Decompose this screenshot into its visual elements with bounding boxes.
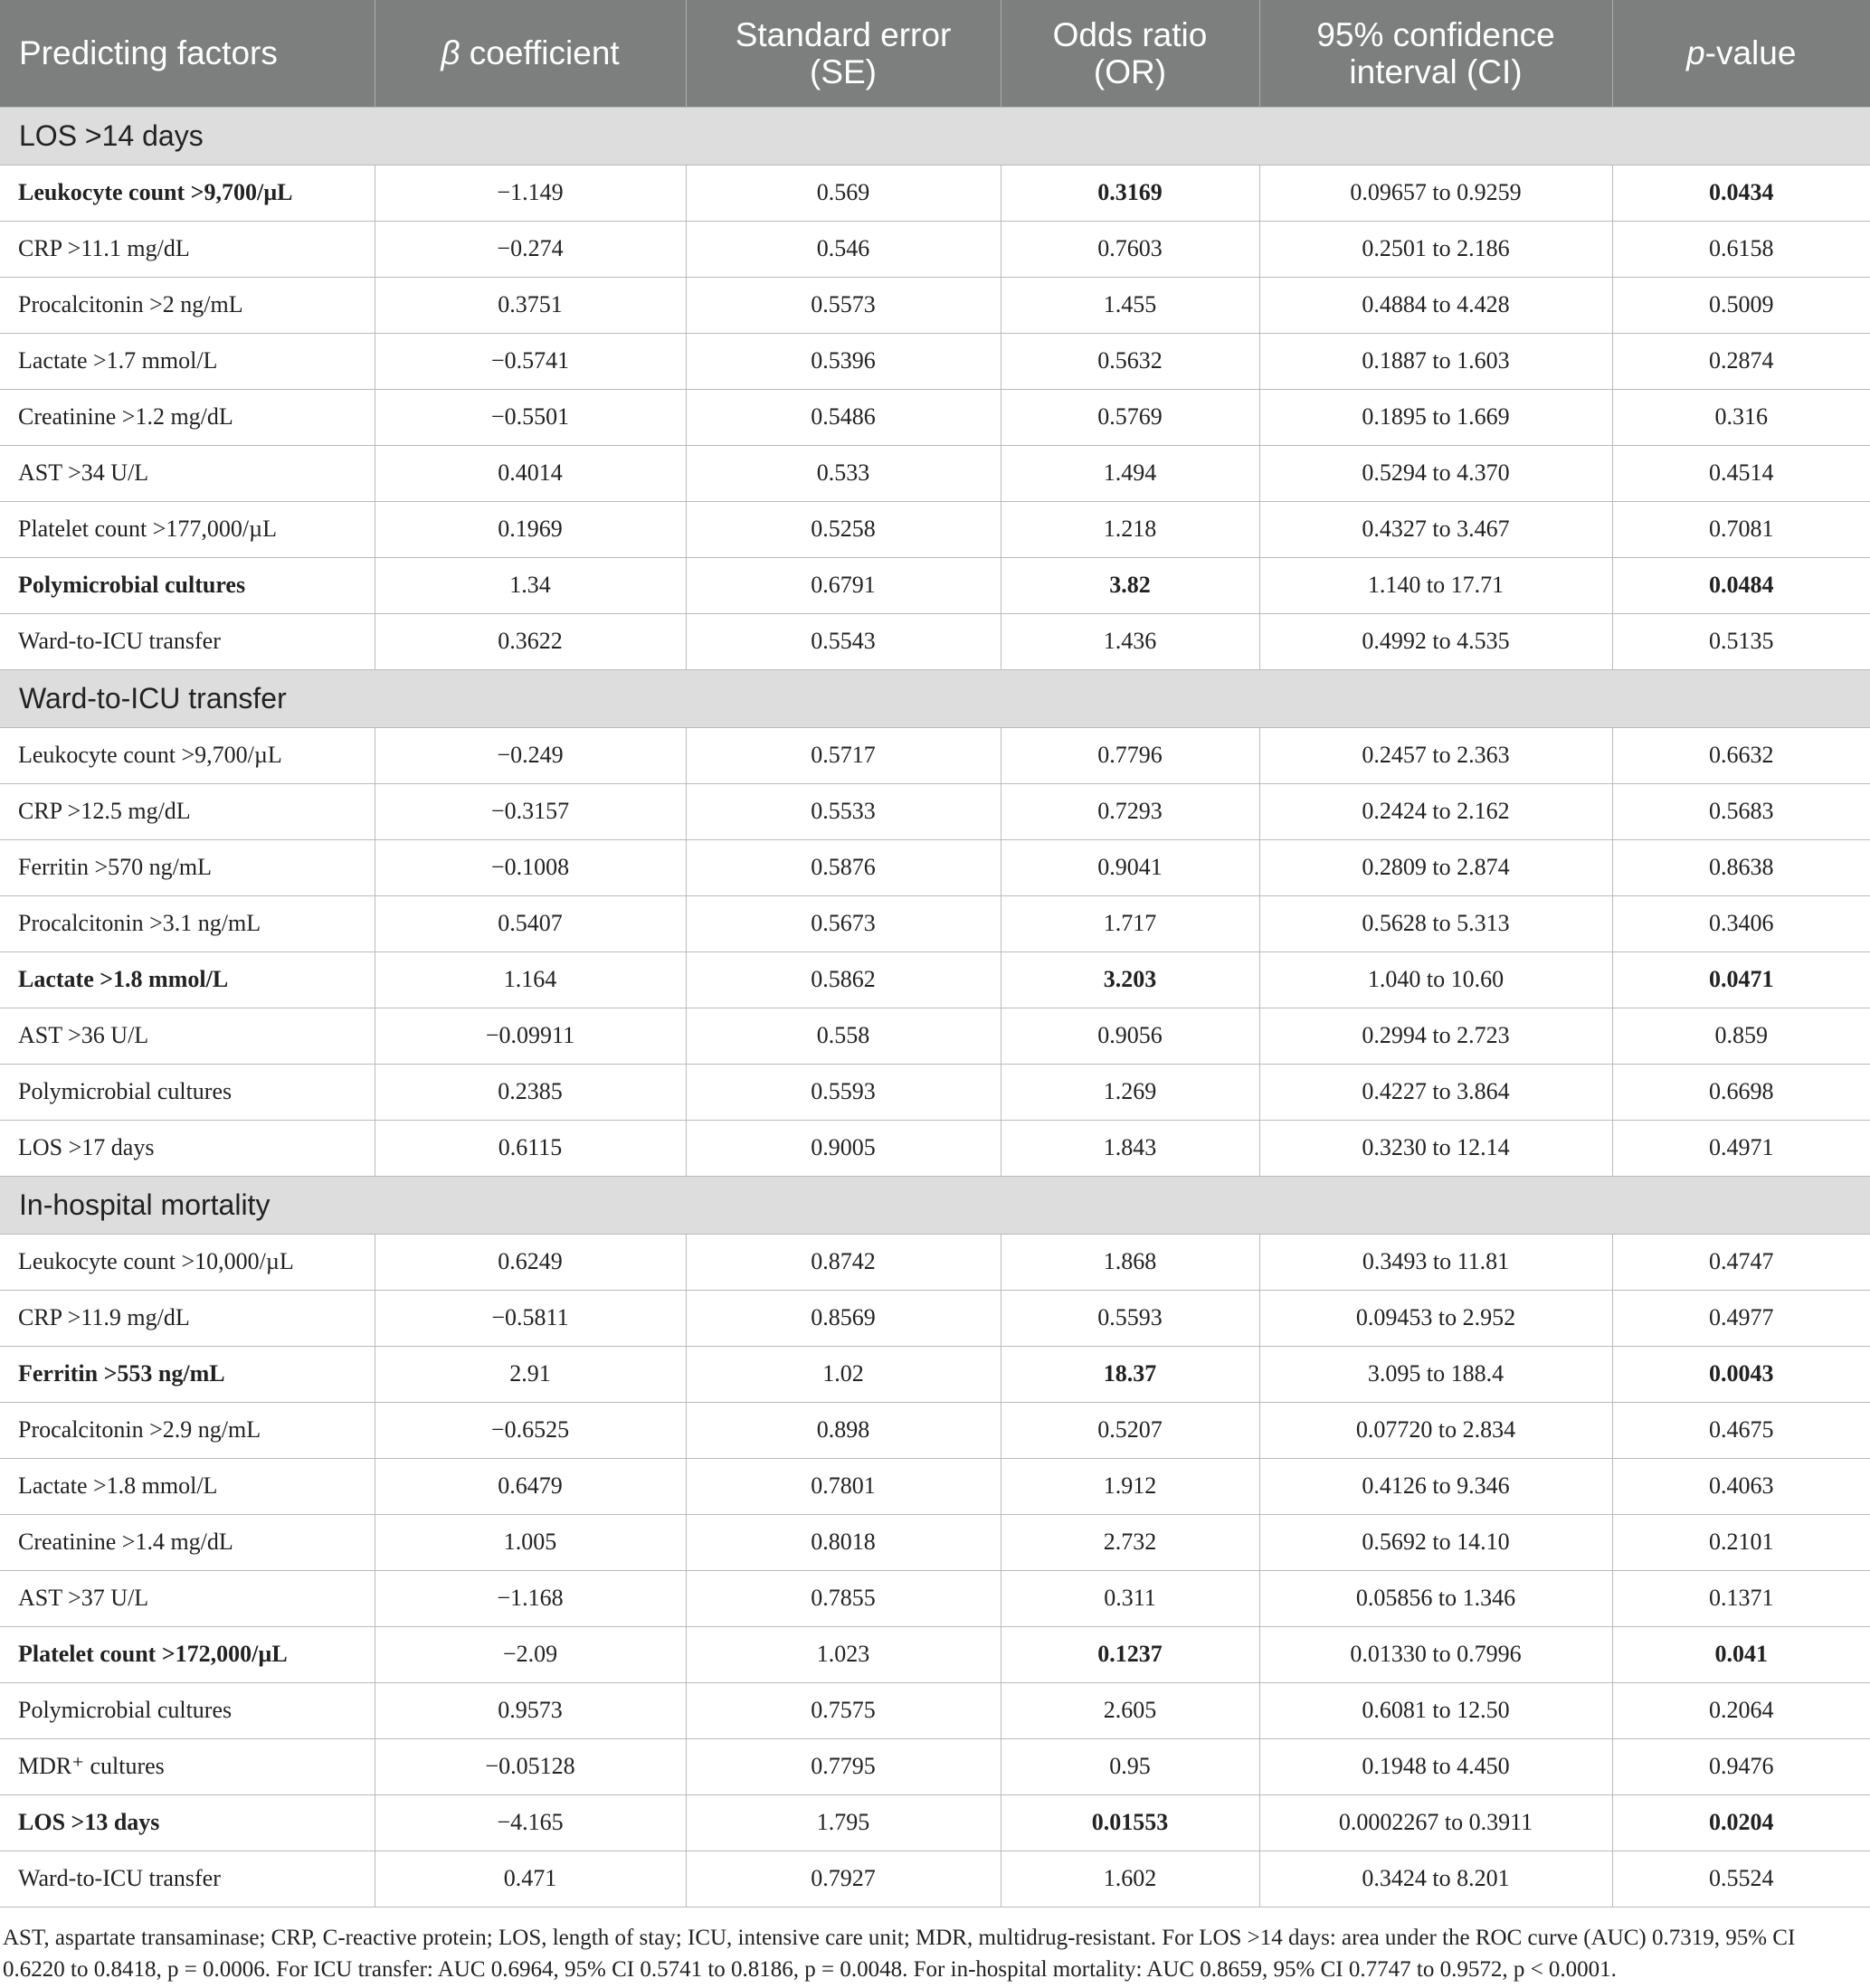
cell-or: 1.269 [1001,1064,1259,1120]
section-row [0,1176,1870,1234]
cell-factor: Polymicrobial cultures [0,557,375,613]
cell-or: 2.732 [1001,1514,1259,1570]
cell-ci: 0.3493 to 11.81 [1259,1234,1612,1290]
cell-factor: Leukocyte count >9,700/µL [0,727,375,783]
cell-se: 0.5593 [686,1064,1001,1120]
table-row [0,165,1870,221]
table-row [0,1570,1870,1626]
cell-factor: Lactate >1.8 mmol/L [0,1458,375,1514]
section-title: In-hospital mortality [0,1176,1870,1234]
table-row [0,1402,1870,1458]
cell-ci: 0.4327 to 3.467 [1259,501,1612,557]
cell-or: 18.37 [1001,1346,1259,1402]
cell-ci: 0.1948 to 4.450 [1259,1738,1612,1794]
cell-factor: Ward-to-ICU transfer [0,613,375,669]
cell-p: 0.5524 [1612,1851,1870,1907]
cell-se: 0.5396 [686,333,1001,389]
cell-beta: 0.471 [375,1851,686,1907]
cell-se: 1.023 [686,1626,1001,1682]
table-row [0,1682,1870,1738]
cell-ci: 0.09453 to 2.952 [1259,1290,1612,1346]
cell-beta: 0.9573 [375,1682,686,1738]
cell-factor: Ward-to-ICU transfer [0,1851,375,1907]
cell-ci: 0.4227 to 3.864 [1259,1064,1612,1120]
header-beta-label: β coefficient [441,34,620,72]
cell-ci: 1.040 to 10.60 [1259,951,1612,1008]
cell-beta: 0.3622 [375,613,686,669]
table-row [0,389,1870,445]
table-row [0,1794,1870,1851]
cell-factor: MDR⁺ cultures [0,1738,375,1794]
table-row [0,727,1870,783]
cell-ci: 0.1887 to 1.603 [1259,333,1612,389]
table-row [0,1851,1870,1907]
cell-or: 0.7796 [1001,727,1259,783]
cell-factor: AST >36 U/L [0,1008,375,1064]
table-row [0,277,1870,333]
cell-se: 0.5533 [686,783,1001,839]
table-row [0,445,1870,501]
table-footnote: AST, aspartate transaminase; CRP, C-reactive protein; LOS, length of stay; ICU, intensive care unit; MDR, multidrug-resistant. For LOS >14 days: area under the ROC curve (AUC) 0.7319, 95% CI 0.6220 to 0.8418, p = 0.0006. For ICU transfer: AUC 0.6964, 95% CI 0.5741 to 0.8186, p = 0.0048. For in-hospital mortality: AUC 0.8659, 95% CI 0.7747 to 0.9572, p < 0.0001. [3,1925,1796,1982]
cell-p: 0.5135 [1612,613,1870,669]
cell-ci: 0.07720 to 2.834 [1259,1402,1612,1458]
cell-p: 0.0434 [1612,165,1870,221]
cell-or: 0.7293 [1001,783,1259,839]
cell-beta: −1.168 [375,1570,686,1626]
cell-beta: −0.05128 [375,1738,686,1794]
cell-p: 0.6632 [1612,727,1870,783]
cell-ci: 1.140 to 17.71 [1259,557,1612,613]
cell-or: 0.5769 [1001,389,1259,445]
cell-se: 0.6791 [686,557,1001,613]
table-header [0,0,1870,107]
table-row [0,783,1870,839]
header-p-value [1612,0,1870,107]
cell-ci: 0.2809 to 2.874 [1259,839,1612,895]
table-row [0,613,1870,669]
cell-factor: Procalcitonin >2.9 ng/mL [0,1402,375,1458]
table-row [0,839,1870,895]
cell-beta: 0.6479 [375,1458,686,1514]
cell-factor: Procalcitonin >2 ng/mL [0,277,375,333]
cell-p: 0.0484 [1612,557,1870,613]
cell-p: 0.0043 [1612,1346,1870,1402]
cell-se: 0.5573 [686,277,1001,333]
table-row [0,1346,1870,1402]
cell-or: 1.912 [1001,1458,1259,1514]
cell-ci: 0.3230 to 12.14 [1259,1120,1612,1176]
section-row [0,669,1870,727]
cell-or: 0.311 [1001,1570,1259,1626]
header-beta-coefficient [375,0,686,107]
cell-ci: 0.5628 to 5.313 [1259,895,1612,951]
cell-or: 0.9041 [1001,839,1259,895]
cell-beta: −0.5811 [375,1290,686,1346]
cell-or: 1.494 [1001,445,1259,501]
cell-or: 2.605 [1001,1682,1259,1738]
cell-beta: −0.3157 [375,783,686,839]
cell-p: 0.8638 [1612,839,1870,895]
cell-p: 0.1371 [1612,1570,1870,1626]
table-row [0,221,1870,277]
cell-or: 3.203 [1001,951,1259,1008]
cell-se: 0.5673 [686,895,1001,951]
cell-or: 0.95 [1001,1738,1259,1794]
table-row [0,1008,1870,1064]
table-row [0,1458,1870,1514]
cell-se: 0.5717 [686,727,1001,783]
cell-or: 1.602 [1001,1851,1259,1907]
cell-beta: −4.165 [375,1794,686,1851]
cell-beta: −0.6525 [375,1402,686,1458]
cell-beta: −0.274 [375,221,686,277]
cell-se: 1.795 [686,1794,1001,1851]
cell-beta: −2.09 [375,1626,686,1682]
cell-beta: −0.5501 [375,389,686,445]
cell-or: 0.3169 [1001,165,1259,221]
cell-ci: 0.6081 to 12.50 [1259,1682,1612,1738]
section-title: Ward-to-ICU transfer [0,669,1870,727]
cell-se: 0.5486 [686,389,1001,445]
cell-ci: 0.3424 to 8.201 [1259,1851,1612,1907]
cell-beta: 1.005 [375,1514,686,1570]
cell-or: 1.868 [1001,1234,1259,1290]
cell-or: 1.717 [1001,895,1259,951]
cell-or: 1.843 [1001,1120,1259,1176]
cell-beta: 0.1969 [375,501,686,557]
cell-se: 0.5543 [686,613,1001,669]
cell-factor: Lactate >1.7 mmol/L [0,333,375,389]
cell-factor: Creatinine >1.2 mg/dL [0,389,375,445]
cell-p: 0.4514 [1612,445,1870,501]
cell-se: 1.02 [686,1346,1001,1402]
cell-p: 0.6698 [1612,1064,1870,1120]
cell-factor: AST >34 U/L [0,445,375,501]
cell-se: 0.7927 [686,1851,1001,1907]
cell-p: 0.316 [1612,389,1870,445]
cell-factor: LOS >13 days [0,1794,375,1851]
cell-factor: Polymicrobial cultures [0,1682,375,1738]
cell-factor: Procalcitonin >3.1 ng/mL [0,895,375,951]
cell-p: 0.859 [1612,1008,1870,1064]
cell-or: 0.1237 [1001,1626,1259,1682]
cell-factor: Lactate >1.8 mmol/L [0,951,375,1008]
table-row [0,501,1870,557]
cell-se: 0.7795 [686,1738,1001,1794]
cell-p: 0.0471 [1612,951,1870,1008]
cell-ci: 0.0002267 to 0.3911 [1259,1794,1612,1851]
cell-se: 0.5258 [686,501,1001,557]
cell-ci: 0.2501 to 2.186 [1259,221,1612,277]
cell-ci: 0.5294 to 4.370 [1259,445,1612,501]
cell-factor: CRP >12.5 mg/dL [0,783,375,839]
cell-se: 0.8018 [686,1514,1001,1570]
cell-ci: 0.5692 to 14.10 [1259,1514,1612,1570]
cell-ci: 0.4126 to 9.346 [1259,1458,1612,1514]
cell-se: 0.8569 [686,1290,1001,1346]
cell-beta: 1.164 [375,951,686,1008]
table-row [0,1626,1870,1682]
cell-beta: −0.5741 [375,333,686,389]
cell-se: 0.5876 [686,839,1001,895]
cell-p: 0.2101 [1612,1514,1870,1570]
cell-factor: Polymicrobial cultures [0,1064,375,1120]
table-body [0,107,1870,1907]
table-row [0,1514,1870,1570]
cell-beta: −0.249 [375,727,686,783]
table-row [0,1290,1870,1346]
cell-or: 0.7603 [1001,221,1259,277]
cell-beta: 2.91 [375,1346,686,1402]
cell-p: 0.4971 [1612,1120,1870,1176]
header-standard-error: Standard error (SE) [686,0,1001,107]
cell-p: 0.2874 [1612,333,1870,389]
cell-factor: Ferritin >570 ng/mL [0,839,375,895]
cell-or: 0.5632 [1001,333,1259,389]
cell-se: 0.7575 [686,1682,1001,1738]
cell-or: 1.218 [1001,501,1259,557]
cell-p: 0.2064 [1612,1682,1870,1738]
cell-beta: −1.149 [375,165,686,221]
cell-beta: 0.2385 [375,1064,686,1120]
cell-se: 0.558 [686,1008,1001,1064]
cell-se: 0.898 [686,1402,1001,1458]
table-row [0,895,1870,951]
cell-ci: 3.095 to 188.4 [1259,1346,1612,1402]
cell-p: 0.041 [1612,1626,1870,1682]
cell-ci: 0.2424 to 2.162 [1259,783,1612,839]
cell-beta: 0.3751 [375,277,686,333]
cell-ci: 0.2457 to 2.363 [1259,727,1612,783]
cell-se: 0.7855 [686,1570,1001,1626]
cell-or: 0.5593 [1001,1290,1259,1346]
cell-beta: −0.09911 [375,1008,686,1064]
cell-ci: 0.1895 to 1.669 [1259,389,1612,445]
cell-ci: 0.4884 to 4.428 [1259,277,1612,333]
cell-factor: LOS >17 days [0,1120,375,1176]
cell-factor: Creatinine >1.4 mg/dL [0,1514,375,1570]
cell-p: 0.5009 [1612,277,1870,333]
cell-beta: 0.6249 [375,1234,686,1290]
cell-factor: Leukocyte count >10,000/µL [0,1234,375,1290]
cell-beta: 0.6115 [375,1120,686,1176]
cell-se: 0.546 [686,221,1001,277]
header-predicting-factors: Predicting factors [0,0,375,107]
cell-p: 0.9476 [1612,1738,1870,1794]
cell-p: 0.3406 [1612,895,1870,951]
cell-or: 0.9056 [1001,1008,1259,1064]
cell-beta: 1.34 [375,557,686,613]
cell-or: 1.455 [1001,277,1259,333]
cell-factor: Leukocyte count >9,700/µL [0,165,375,221]
table-row [0,1738,1870,1794]
cell-se: 0.9005 [686,1120,1001,1176]
cell-or: 0.5207 [1001,1402,1259,1458]
cell-se: 0.5862 [686,951,1001,1008]
cell-or: 0.01553 [1001,1794,1259,1851]
cell-p: 0.4977 [1612,1290,1870,1346]
cell-ci: 0.4992 to 4.535 [1259,613,1612,669]
table-row [0,1234,1870,1290]
cell-ci: 0.2994 to 2.723 [1259,1008,1612,1064]
cell-factor: CRP >11.9 mg/dL [0,1290,375,1346]
cell-p: 0.0204 [1612,1794,1870,1851]
cell-beta: 0.4014 [375,445,686,501]
header-p-label: p-value [1686,34,1797,72]
header-confidence-interval: 95% confidence interval (CI) [1259,0,1612,107]
cell-se: 0.533 [686,445,1001,501]
cell-ci: 0.09657 to 0.9259 [1259,165,1612,221]
cell-ci: 0.01330 to 0.7996 [1259,1626,1612,1682]
cell-factor: Platelet count >177,000/µL [0,501,375,557]
cell-factor: AST >37 U/L [0,1570,375,1626]
cell-or: 1.436 [1001,613,1259,669]
cell-beta: −0.1008 [375,839,686,895]
cell-p: 0.7081 [1612,501,1870,557]
cell-beta: 0.5407 [375,895,686,951]
cell-p: 0.6158 [1612,221,1870,277]
cell-se: 0.569 [686,165,1001,221]
cell-se: 0.8742 [686,1234,1001,1290]
table-row [0,333,1870,389]
cell-p: 0.4063 [1612,1458,1870,1514]
cell-p: 0.5683 [1612,783,1870,839]
cell-se: 0.7801 [686,1458,1001,1514]
cell-p: 0.4747 [1612,1234,1870,1290]
table-row [0,1064,1870,1120]
cell-ci: 0.05856 to 1.346 [1259,1570,1612,1626]
section-row [0,107,1870,165]
cell-p: 0.4675 [1612,1402,1870,1458]
table-row [0,1120,1870,1176]
header-odds-ratio: Odds ratio (OR) [1001,0,1259,107]
cell-factor: Platelet count >172,000/µL [0,1626,375,1682]
cell-or: 3.82 [1001,557,1259,613]
table-row [0,557,1870,613]
section-title: LOS >14 days [0,107,1870,165]
cell-factor: Ferritin >553 ng/mL [0,1346,375,1402]
cell-factor: CRP >11.1 mg/dL [0,221,375,277]
table-row [0,951,1870,1008]
